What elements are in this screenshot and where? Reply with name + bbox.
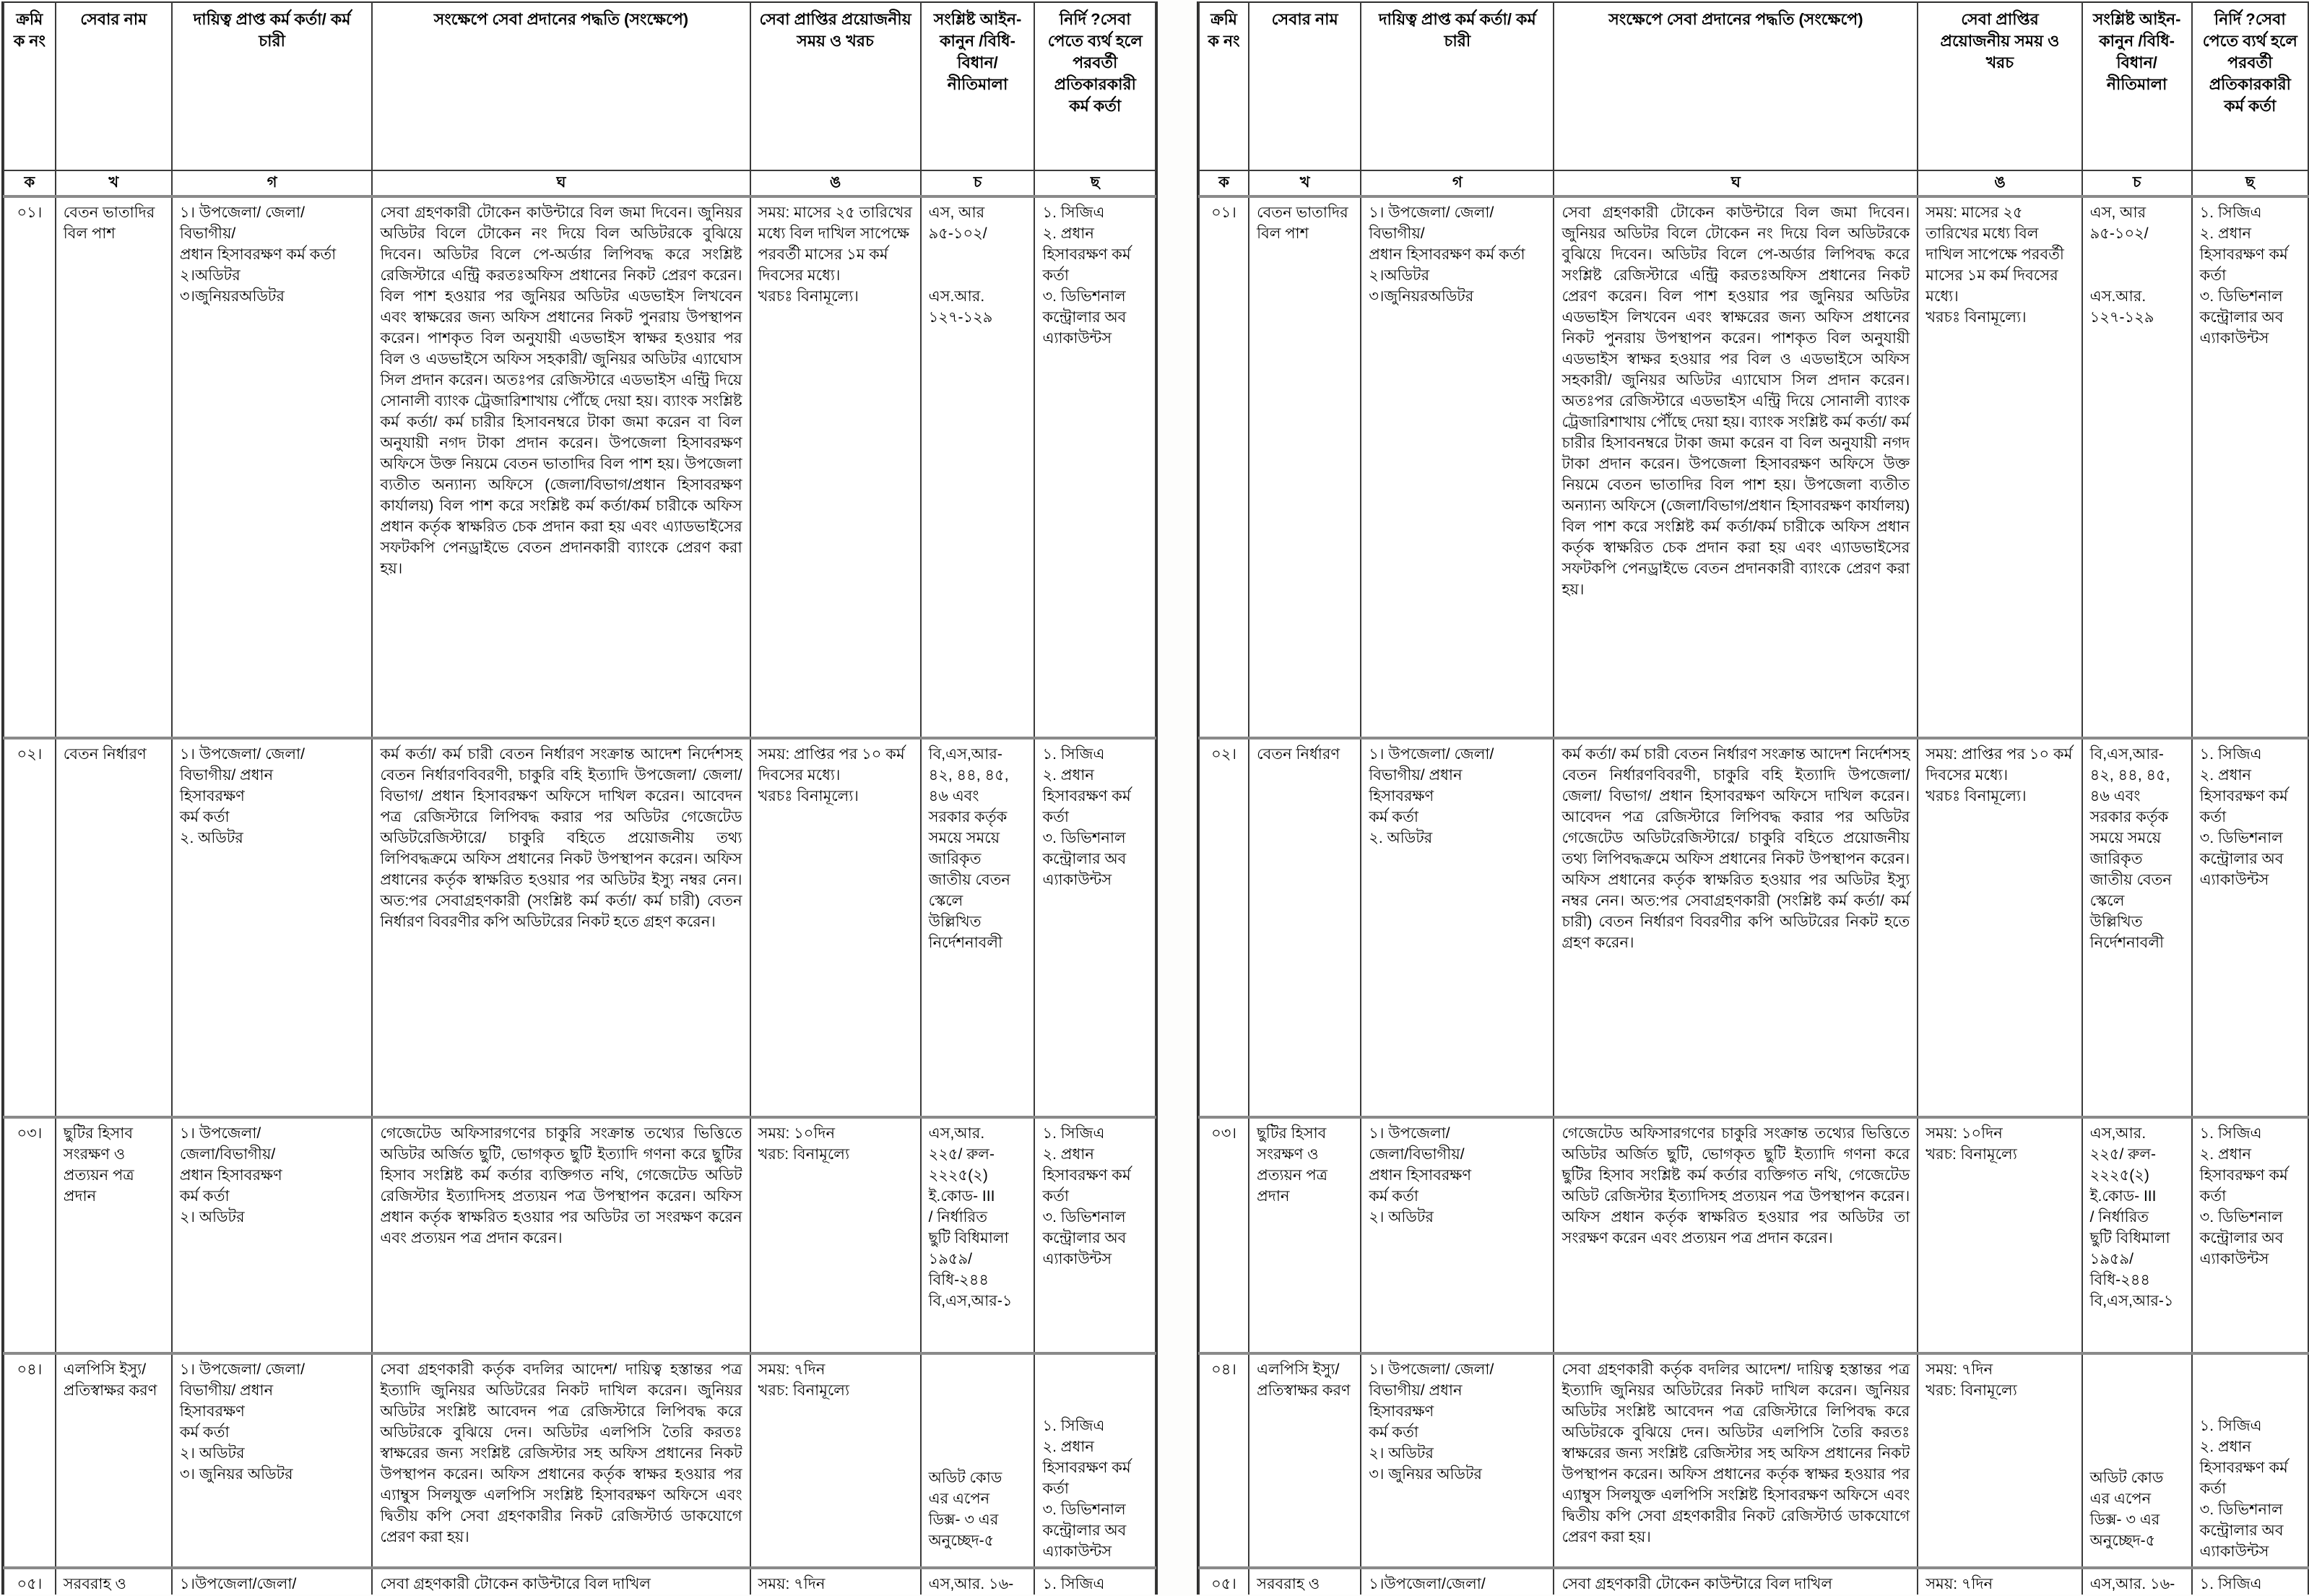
cell-laws	[2082, 1117, 2192, 1353]
text-line: ২. অডিটর	[179, 830, 243, 846]
cell-officers	[1361, 1568, 1554, 1595]
column-letter: খ	[56, 170, 172, 196]
text-line: নির্দেশনাবলী	[2089, 934, 2165, 951]
text-line: ৩. ডিভিশনাল কন্ট্রোলার অব এ্যাকাউন্টস	[1042, 1209, 1127, 1267]
procedure-text: সেবা গ্রহণকারী টোকেন কাউন্টারে বিল দাখিল	[1561, 1576, 1832, 1592]
cell-laws	[2082, 196, 2192, 738]
table-row	[4, 196, 1156, 738]
cell-serial	[4, 738, 56, 1117]
cell-officers	[172, 738, 373, 1117]
text-line: কর্ম কর্তা	[1369, 809, 1418, 825]
text-line: ৩। জুনিয়র অডিটর	[179, 1466, 293, 1483]
text-line: এস,আর.	[2089, 1125, 2146, 1142]
text-line: বি,এস,আর-	[2089, 746, 2164, 763]
text-line: প্রধান হিসাবরক্ষণ	[179, 1167, 282, 1184]
cell-officers	[172, 1353, 373, 1568]
text-line: ২। অডিটর	[1369, 1209, 1434, 1226]
cell-redress-officer	[2192, 1353, 2308, 1568]
table-row	[1199, 1568, 2308, 1595]
text-line: ২. প্রধান হিসাবরক্ষণ কর্ম কর্তা	[2199, 1146, 2288, 1205]
text-line: হিসাবরক্ষণ	[179, 788, 245, 804]
column-header: সংক্ষেপে সেবা প্রদানের পদ্ধতি (সংক্ষেপে)	[372, 2, 750, 170]
text-line: বি,এস,আর-১	[928, 1293, 1013, 1309]
text-line: ২।অডিটর	[1369, 267, 1430, 284]
serial-number: ০১।	[17, 204, 43, 221]
text-line: উল্লিখিত	[2089, 914, 2143, 930]
text-line: এস,আর.	[928, 1125, 985, 1142]
service-name: এলপিসি ইস্যু/ প্রতিস্বাক্ষর করণ	[63, 1361, 157, 1399]
column-letter: ঘ	[1554, 170, 1918, 196]
text-line: বিভাগীয়/ প্রধান	[1369, 767, 1463, 784]
text-line	[929, 265, 1027, 286]
text-line: ৪৬ এবং	[928, 788, 979, 804]
text-line: ১। উপজেলা/ জেলা/	[1369, 1361, 1494, 1378]
text-line: জাতীয় বেতন	[928, 872, 1010, 888]
text-line: এর এপেন	[928, 1491, 990, 1507]
procedure-text: সেবা গ্রহণকারী টোকেন কাউন্টারে বিল দাখিল	[380, 1576, 651, 1592]
text-line: বিভাগীয়/ প্রধান	[179, 767, 274, 784]
text-line: জারিকৃত	[2089, 851, 2143, 867]
text-line: ছুটি বিধিমালা	[2089, 1230, 2170, 1246]
cell-officers	[1361, 1117, 1554, 1353]
column-letter: খ	[1249, 170, 1361, 196]
text-line: সময়: ৭দিন	[758, 1361, 826, 1378]
text-line: ২। অডিটর	[179, 1209, 245, 1226]
text-line: ১. সিজিএ	[2199, 1418, 2262, 1434]
serial-number: ০২।	[17, 746, 43, 763]
service-name: ছুটির হিসাব সংরক্ষণ ও প্রত্যয়ন পত্র প্রদান	[1257, 1125, 1328, 1205]
column-letter: ক	[4, 170, 56, 196]
cell-serial	[4, 1353, 56, 1568]
cell-officers	[1361, 196, 1554, 738]
cell-service-name	[56, 738, 172, 1117]
text-line: ২. প্রধান হিসাবরক্ষণ কর্ম কর্তা	[1042, 225, 1131, 284]
cell-procedure	[372, 738, 750, 1117]
cell-procedure	[1554, 1353, 1918, 1568]
text-line: ১।উপজেলা/জেলা/	[179, 1576, 297, 1592]
text-line: এস, আর ৯৫-১০২/	[928, 204, 987, 242]
text-line	[2090, 244, 2184, 265]
service-name: সরবরাহ ও	[63, 1576, 126, 1592]
cell-service-name	[56, 196, 172, 738]
text-line: ৩. ডিভিশনাল কন্ট্রোলার অব এ্যাকাউন্টস	[1042, 830, 1127, 888]
cell-redress-officer	[1034, 196, 1156, 738]
text-line: কর্ম কর্তা	[179, 1424, 230, 1441]
cell-time-cost	[750, 1117, 921, 1353]
cell-time-cost	[750, 1568, 921, 1595]
procedure-text: সেবা গ্রহণকারী কর্তৃক বদলির আদেশ/ দায়িত্ব হস্তান্তর পত্র ইত্যাদি জুনিয়র অডিটরের নিকট দাখিল করেন। জুনিয়র অডিটর সংশ্লিষ্ট আবেদন পত্র রেজিস্টারে লিপিবদ্ধ করে অডিটরকে বুঝিয়ে দেন। অডিটর এলপিসি তৈরি করতঃ স্বাক্ষরের জন্য সংশ্লিষ্ট রেজিস্টার সহ অফিস প্রধানের নিকট উপস্থাপন করেন। অফিস প্রধানের কর্তৃক স্বাক্ষর হওয়ার পর এ্যাম্বুস সিলযুক্ত এলপিসি সংশ্লিষ্ট হিসাবরক্ষণ অফিসে এবং দ্বিতীয় কপি সেবা গ্রহণকারীর নিকট রেজিস্টার্ড ডাকযোগে প্রেরণ করা হয়।	[1561, 1361, 1910, 1545]
service-name: ছুটির হিসাব সংরক্ষণ ও প্রত্যয়ন পত্র প্রদান	[63, 1125, 134, 1205]
text-line: ১. সিজিএ	[1042, 204, 1105, 221]
text-line: ১২৭-১২৯	[2089, 309, 2154, 326]
serial-number: ০৫।	[17, 1576, 43, 1592]
text-line: প্রধান হিসাবরক্ষণ কর্ম কর্তা	[179, 246, 337, 263]
text-line: ২. প্রধান হিসাবরক্ষণ কর্ম কর্তা	[1042, 767, 1131, 825]
text-line: বিধি-২৪৪	[928, 1272, 989, 1288]
column-header: নির্দি ?সেবা পেতে ব্যর্থ হলে পরবর্তী প্রতিকারকারী কর্ম কর্তা	[1034, 2, 1156, 170]
column-header: দায়িত্ব প্রাপ্ত কর্ম কর্তা/ কর্ম চারী	[172, 2, 373, 170]
text-line: ১। উপজেলা/ জেলা/	[179, 746, 305, 763]
text-line: সময়: ৭দিন	[758, 1576, 826, 1592]
text-line: ১. সিজিএ	[2199, 204, 2262, 221]
text-line: সময়: ৭দিন	[1925, 1576, 1993, 1592]
text-line: ২. প্রধান হিসাবরক্ষণ কর্ম কর্তা	[2199, 767, 2288, 825]
cell-time-cost	[1918, 738, 2081, 1117]
serial-number: ০১।	[1211, 204, 1236, 221]
procedure-text: গেজেটেড অফিসারগণের চাকুরি সংক্রান্ত তথ্যের ভিত্তিতে অডিটর অর্জিত ছুটি, ভোগকৃত ছুটি ইত্যাদি গণনা করে ছুটির হিসাব সংশ্লিষ্ট কর্ম কর্তার ব্যক্তিগত নথি, গেজেটেড অডিট রেজিস্টার ইত্যাদিসহ প্রত্যয়ন পত্র উপস্থাপন করেন। অফিস প্রধান কর্তৃক স্বাক্ষরিত হওয়ার পর অডিটর তা সংরক্ষণ করেন এবং প্রত্যয়ন পত্র প্রদান করেন।	[1561, 1125, 1910, 1246]
text-line: অনুচ্ছেদ-৫	[928, 1532, 995, 1549]
text-line: ১। উপজেলা/ জেলা/	[1369, 746, 1494, 763]
text-line: ১. সিজিএ	[2199, 746, 2262, 763]
text-line: ২২২৫(২)	[928, 1167, 988, 1184]
text-line: ছুটি বিধিমালা	[928, 1230, 1009, 1246]
cell-laws	[921, 196, 1035, 738]
cell-procedure	[1554, 196, 1918, 738]
procedure-text: কর্ম কর্তা/ কর্ম চারী বেতন নির্ধারণ সংক্রান্ত আদেশ নির্দেশসহ বেতন নির্ধারণবিবরণী, চাকুরি বহি ইত্যাদি উপজেলা/ জেলা/ বিভাগ/ প্রধান হিসাবরক্ষণ অফিসে দাখিল করেন। আবেদন পত্র রেজিস্টারে লিপিবদ্ধ করার পর অডিটর গেজেটেড অডিটরেজিস্টারে/ চাকুরি বহিতে প্রয়োজনীয় তথ্য লিপিবদ্ধক্রমে অফিস প্রধানের নিকট উপস্থাপন করেন। অফিস প্রধানের কর্তৃক স্বাক্ষরিত হওয়ার পর অডিটর ইস্যু নম্বর নেন। অত:পর সেবাগ্রহণকারী (সংশ্লিষ্ট কর্ম কর্তা/ কর্ম চারী) বেতন নির্ধারণ বিবরণীর কপি অডিটরের নিকট হতে গ্রহণ করেন।	[380, 746, 742, 930]
cell-service-name	[1249, 1117, 1361, 1353]
table-row	[1199, 1117, 2308, 1353]
text-line: খরচ: বিনামূল্যে	[758, 1146, 850, 1163]
text-line: সরকার কর্তৃক	[928, 809, 1008, 825]
service-name: বেতন ভাতাদির বিল পাশ	[1257, 204, 1348, 242]
serial-number: ০৪।	[17, 1361, 43, 1378]
cell-laws	[2082, 1568, 2192, 1595]
column-letter: চ	[921, 170, 1035, 196]
cell-service-name	[56, 1353, 172, 1568]
table-row	[1199, 1353, 2308, 1568]
cell-procedure	[372, 1117, 750, 1353]
text-line: ২২২৫(২)	[2089, 1167, 2149, 1184]
cell-redress-officer	[2192, 196, 2308, 738]
cell-procedure	[1554, 738, 1918, 1117]
text-line: সময়: মাসের ২৫ তারিখের মধ্যে বিল দাখিল সাপেক্ষে পরবর্তী মাসের ১ম কর্ম দিবসের মধ্যে।	[758, 204, 912, 284]
column-header: সেবা প্রাপ্তির প্রয়োজনীয় সময় ও খরচ	[1918, 2, 2081, 170]
column-letter: চ	[2082, 170, 2192, 196]
text-line: সময়: মাসের ২৫ তারিখের মধ্যে বিল দাখিল সাপেক্ষে পরবর্তী মাসের ১ম কর্ম দিবসের মধ্যে।	[1925, 204, 2064, 305]
cell-laws	[2082, 738, 2192, 1117]
procedure-text: সেবা গ্রহণকারী টোকেন কাউন্টারে বিল জমা দিবেন। জুনিয়র অডিটর বিলে টোকেন নং দিয়ে বিল অডিটরকে বুঝিয়ে দিবেন। অডিটর বিলে পে-অর্ডার লিপিবদ্ধ করে সংশ্লিষ্ট রেজিস্টারে এন্ট্রি করতঃঅফিস প্রধানের নিকট প্রেরণ করেন। বিল পাশ হওয়ার পর জুনিয়র অডিটর এডভাইস লিখবেন এবং স্বাক্ষরের জন্য অফিস প্রধানের নিকট পুনরায় উপস্থাপন করেন। পাশকৃত বিল অনুযায়ী এডভাইস স্বাক্ষর হওয়ার পর বিল ও এডভাইসে অফিস সহকারী/ জুনিয়র অডিটর এ্যাঘোস সিল প্রদান করেন। অতঃপর রেজিস্টারে এডভাইস এন্ট্রি দিয়ে সোনালী ব্যাংক ট্রেজারিশাখায় পৌঁছে দেয়া হয়। ব্যাংক সংশ্লিষ্ট কর্ম কর্তা/ কর্ম চারীর হিসাবনম্বরে টাকা জমা করেন বা বিল অনুযায়ী নগদ টাকা প্রদান করেন। উপজেলা হিসাবরক্ষণ অফিসে উক্ত নিয়মে বেতন ভাতাদির বিল পাশ হয়। উপজেলা ব্যতীত অন্যান্য অফিসে (জেলা/বিভাগ/প্রধান হিসাবরক্ষণ কার্যালয়) বিল পাশ করে সংশ্লিষ্ট কর্ম কর্তা/কর্ম চারীকে অফিস প্রধান কর্তৃক স্বাক্ষরিত চেক প্রদান করা হয় এবং এ্যাডভাইসের সফটকপি পেনড্রাইভে বেতন প্রদানকারী ব্যাংকে প্রেরণ করা হয়।	[380, 204, 742, 577]
cell-laws	[2082, 1353, 2192, 1568]
column-header: সংশ্লিষ্ট আইন-কানুন /বিধি-বিধান/ নীতিমালা	[2082, 2, 2192, 170]
text-line: / নির্ধারিত	[928, 1209, 987, 1226]
cell-service-name	[1249, 1568, 1361, 1595]
cell-serial	[4, 1117, 56, 1353]
column-letter: গ	[172, 170, 373, 196]
cell-serial	[1199, 1353, 1249, 1568]
text-line: ৩। জুনিয়র অডিটর	[1369, 1466, 1482, 1483]
column-letter: ঘ	[372, 170, 750, 196]
text-line: ডিক্স- ৩ এর	[2089, 1512, 2160, 1528]
text-line: ১। উপজেলা/ জেলা/ বিভাগীয়/	[179, 204, 305, 242]
text-line: খরচ: বিনামূল্যে	[758, 1382, 850, 1399]
text-line	[929, 244, 1027, 265]
procedure-text: সেবা গ্রহণকারী টোকেন কাউন্টারে বিল জমা দিবেন। জুনিয়র অডিটর বিলে টোকেন নং দিয়ে বিল অডিটরকে বুঝিয়ে দিবেন। অডিটর বিলে পে-অর্ডার লিপিবদ্ধ করে সংশ্লিষ্ট রেজিস্টারে এন্ট্রি করতঃঅফিস প্রধানের নিকট প্রেরণ করেন। বিল পাশ হওয়ার পর জুনিয়র অডিটর এডভাইস লিখবেন এবং স্বাক্ষরের জন্য অফিস প্রধানের নিকট পুনরায় উপস্থাপন করেন। পাশকৃত বিল অনুযায়ী এডভাইস স্বাক্ষর হওয়ার পর বিল ও এডভাইসে অফিস সহকারী/ জুনিয়র অডিটর এ্যাঘোস সিল প্রদান করেন। অতঃপর রেজিস্টারে এডভাইস এন্ট্রি দিয়ে সোনালী ব্যাংক ট্রেজারিশাখায় পৌঁছে দেয়া হয়। ব্যাংক সংশ্লিষ্ট কর্ম কর্তা/ কর্ম চারীর হিসাবনম্বরে টাকা জমা করেন বা বিল অনুযায়ী নগদ টাকা প্রদান করেন। উপজেলা হিসাবরক্ষণ অফিসে উক্ত নিয়মে বেতন ভাতাদির বিল পাশ হয়। উপজেলা ব্যতীত অন্যান্য অফিসে (জেলা/বিভাগ/প্রধান হিসাবরক্ষণ কার্যালয়) বিল পাশ করে সংশ্লিষ্ট কর্ম কর্তা/কর্ম চারীকে অফিস প্রধান কর্তৃক স্বাক্ষরিত চেক প্রদান করা হয় এবং এ্যাডভাইসের সফটকপি পেনড্রাইভে বেতন প্রদানকারী ব্যাংকে প্রেরণ করা হয়।	[1561, 204, 1910, 598]
text-line: ১। উপজেলা/ জেলা/ বিভাগীয়/	[1369, 204, 1494, 242]
text-line: নির্দেশনাবলী	[928, 934, 1002, 951]
cell-redress-officer	[2192, 1117, 2308, 1353]
cell-time-cost	[1918, 1568, 2081, 1595]
cell-service-name	[1249, 196, 1361, 738]
text-line: খরচঃ বিনামূল্যে।	[758, 788, 859, 804]
table-row	[1199, 738, 2308, 1117]
column-header: নির্দি ?সেবা পেতে ব্যর্থ হলে পরবর্তী প্রতিকারকারী কর্ম কর্তা	[2192, 2, 2308, 170]
cell-service-name	[1249, 1353, 1361, 1568]
procedure-text: কর্ম কর্তা/ কর্ম চারী বেতন নির্ধারণ সংক্রান্ত আদেশ নির্দেশসহ বেতন নির্ধারণবিবরণী, চাকুরি বহি ইত্যাদি উপজেলা/ জেলা/ বিভাগ/ প্রধান হিসাবরক্ষণ অফিসে দাখিল করেন। আবেদন পত্র রেজিস্টারে লিপিবদ্ধ করার পর অডিটর গেজেটেড অডিটরেজিস্টারে/ চাকুরি বহিতে প্রয়োজনীয় তথ্য লিপিবদ্ধক্রমে অফিস প্রধানের নিকট উপস্থাপন করেন। অফিস প্রধানের কর্তৃক স্বাক্ষরিত হওয়ার পর অডিটর ইস্যু নম্বর নেন। অত:পর সেবাগ্রহণকারী (সংশ্লিষ্ট কর্ম কর্তা/ কর্ম চারী) বেতন নির্ধারণ বিবরণীর কপি অডিটরের নিকট হতে গ্রহণ করেন।	[1561, 746, 1910, 951]
cell-redress-officer	[1034, 1353, 1156, 1568]
text-line: ২. প্রধান হিসাবরক্ষণ কর্ম কর্তা	[2199, 225, 2288, 284]
text-line: কর্ম কর্তা	[179, 1188, 230, 1205]
cell-procedure	[1554, 1117, 1918, 1353]
cell-officers	[1361, 1353, 1554, 1568]
cell-redress-officer	[1034, 1117, 1156, 1353]
text-line: সরকার কর্তৃক	[2089, 809, 2169, 825]
text-line: ২। অডিটর	[179, 1445, 245, 1462]
text-line: ৪২, ৪৪, ৪৫,	[2089, 767, 2170, 784]
cell-serial	[1199, 1117, 1249, 1353]
text-line: ই.কোড- III	[928, 1188, 995, 1205]
text-line: বিভাগীয়/ প্রধান	[1369, 1382, 1463, 1399]
text-line: / নির্ধারিত	[2089, 1209, 2149, 1226]
cell-procedure	[372, 196, 750, 738]
column-header: সেবার নাম	[56, 2, 172, 170]
text-line: ৩. ডিভিশনাল কন্ট্রোলার অব এ্যাকাউন্টস	[2199, 1501, 2284, 1560]
text-line: ৩. ডিভিশনাল কন্ট্রোলার অব এ্যাকাউন্টস	[2199, 288, 2284, 347]
text-line: এস, আর ৯৫-১০২/	[2089, 204, 2149, 242]
text-line: খরচঃ বিনামূল্যে।	[758, 288, 859, 305]
cell-time-cost	[750, 196, 921, 738]
text-line: ১। উপজেলা/	[179, 1125, 261, 1142]
service-name: সরবরাহ ও	[1257, 1576, 1320, 1592]
service-name: এলপিসি ইস্যু/ প্রতিস্বাক্ষর করণ	[1257, 1361, 1351, 1399]
table-row	[1199, 196, 2308, 738]
text-line: ডিক্স- ৩ এর	[928, 1512, 999, 1528]
text-line: ২. প্রধান হিসাবরক্ষণ কর্ম কর্তা	[1042, 1146, 1131, 1205]
text-line: ১৯৫৯/	[928, 1251, 972, 1267]
column-letter: ছ	[2192, 170, 2308, 196]
cell-redress-officer	[2192, 1568, 2308, 1595]
column-header: দায়িত্ব প্রাপ্ত কর্ম কর্তা/ কর্ম চারী	[1361, 2, 1554, 170]
cell-laws	[921, 738, 1035, 1117]
cell-service-name	[56, 1117, 172, 1353]
text-line: এস,আর. ১৬-	[928, 1576, 1014, 1592]
text-line: সময়ে সময়ে	[2089, 830, 2162, 846]
text-line: বি,এস,আর-১	[2089, 1293, 2174, 1309]
cell-time-cost	[1918, 1353, 2081, 1568]
cell-officers	[172, 1117, 373, 1353]
column-letter: ক	[1199, 170, 1249, 196]
text-line: স্কেলে	[928, 893, 963, 909]
text-line: এস.আর.	[928, 288, 985, 305]
cell-redress-officer	[1034, 1568, 1156, 1595]
text-line: জারিকৃত	[928, 851, 982, 867]
text-line: বি,এস,আর-	[928, 746, 1002, 763]
text-line: ৩. ডিভিশনাল কন্ট্রোলার অব এ্যাকাউন্টস	[1042, 288, 1127, 347]
cell-serial	[1199, 738, 1249, 1117]
cell-officers	[172, 1568, 373, 1595]
cell-procedure	[372, 1568, 750, 1595]
column-header: সেবার নাম	[1249, 2, 1361, 170]
column-header: সংশ্লিষ্ট আইন-কানুন /বিধি-বিধান/ নীতিমালা	[921, 2, 1035, 170]
text-line: ১। উপজেলা/ জেলা/	[179, 1361, 305, 1378]
text-line: ৪২, ৪৪, ৪৫,	[928, 767, 1009, 784]
text-line: খরচ: বিনামূল্যে	[1925, 1382, 2017, 1399]
text-line: ১।উপজেলা/জেলা/	[1369, 1576, 1486, 1592]
text-line: সময়ে সময়ে	[928, 830, 1000, 846]
text-line: ১২৭-১২৯	[928, 309, 993, 326]
text-line: অনুচ্ছেদ-৫	[2089, 1532, 2156, 1549]
cell-serial	[4, 1568, 56, 1595]
text-line: ২২৫/ রুল-	[2089, 1146, 2156, 1163]
text-line: ২. প্রধান হিসাবরক্ষণ কর্ম কর্তা	[1042, 1439, 1131, 1497]
cell-service-name	[1249, 738, 1361, 1117]
text-line: ২।অডিটর	[179, 267, 241, 284]
text-line: হিসাবরক্ষণ	[179, 1403, 245, 1420]
service-table	[1198, 1, 2309, 1595]
text-line: ৩. ডিভিশনাল কন্ট্রোলার অব এ্যাকাউন্টস	[2199, 1209, 2284, 1267]
text-line: ১. সিজিএ	[1042, 746, 1105, 763]
column-header: সংক্ষেপে সেবা প্রদানের পদ্ধতি (সংক্ষেপে)	[1554, 2, 1918, 170]
text-line: স্কেলে	[2089, 893, 2125, 909]
procedure-text: সেবা গ্রহণকারী কর্তৃক বদলির আদেশ/ দায়িত্ব হস্তান্তর পত্র ইত্যাদি জুনিয়র অডিটরের নিকট দাখিল করেন। জুনিয়র অডিটর সংশ্লিষ্ট আবেদন পত্র রেজিস্টারে লিপিবদ্ধ করে অডিটরকে বুঝিয়ে দেন। অডিটর এলপিসি তৈরি করতঃ স্বাক্ষরের জন্য সংশ্লিষ্ট রেজিস্টার সহ অফিস প্রধানের নিকট উপস্থাপন করেন। অফিস প্রধানের কর্তৃক স্বাক্ষর হওয়ার পর এ্যাম্বুস সিলযুক্ত এলপিসি সংশ্লিষ্ট হিসাবরক্ষণ অফিসে এবং দ্বিতীয় কপি সেবা গ্রহণকারীর নিকট রেজিস্টার্ড ডাকযোগে প্রেরণ করা হয়।	[380, 1361, 742, 1545]
cell-serial	[4, 196, 56, 738]
text-line: ২. প্রধান হিসাবরক্ষণ কর্ম কর্তা	[2199, 1439, 2288, 1497]
text-line: জাতীয় বেতন	[2089, 872, 2172, 888]
column-letter: ঙ	[1918, 170, 2081, 196]
text-line: এস,আর. ১৬-	[2089, 1576, 2175, 1592]
service-name: বেতন নির্ধারণ	[63, 746, 147, 763]
text-line: প্রধান হিসাবরক্ষণ কর্ম কর্তা	[1369, 246, 1525, 263]
cell-service-name	[56, 1568, 172, 1595]
text-line: ৩. ডিভিশনাল কন্ট্রোলার অব এ্যাকাউন্টস	[1042, 1501, 1127, 1560]
cell-serial	[1199, 1568, 1249, 1595]
table-row	[4, 1568, 1156, 1595]
text-line: সময়: ১০দিন	[758, 1125, 835, 1142]
text-line: কর্ম কর্তা	[1369, 1424, 1418, 1441]
text-line: ১। উপজেলা/	[1369, 1125, 1450, 1142]
text-line: সময়: প্রাপ্তির পর ১০ কর্ম দিবসের মধ্যে।	[1925, 746, 2073, 784]
cell-procedure	[372, 1353, 750, 1568]
text-line: ৩. ডিভিশনাল কন্ট্রোলার অব এ্যাকাউন্টস	[2199, 830, 2284, 888]
table-row	[4, 1353, 1156, 1568]
service-table	[3, 1, 1156, 1595]
text-line: খরচ: বিনামূল্যে	[1925, 1146, 2017, 1163]
text-line: এস.আর.	[2089, 288, 2146, 305]
text-line: ২. অডিটর	[1369, 830, 1433, 846]
column-letter: ছ	[1034, 170, 1156, 196]
text-line: সময়: ১০দিন	[1925, 1125, 2003, 1142]
text-line	[2090, 265, 2184, 286]
text-line: হিসাবরক্ষণ	[1369, 1403, 1434, 1420]
text-line: ১৯৫৯/	[2089, 1251, 2133, 1267]
table-row	[4, 1117, 1156, 1353]
column-header: ক্রমি ক নং	[1199, 2, 1249, 170]
cell-time-cost	[1918, 1117, 2081, 1353]
text-line: খরচঃ বিনামূল্যে।	[1925, 309, 2027, 326]
service-name: বেতন নির্ধারণ	[1257, 746, 1340, 763]
column-header: সেবা প্রাপ্তির প্রয়োজনীয় সময় ও খরচ	[750, 2, 921, 170]
cell-time-cost	[750, 738, 921, 1117]
text-line: ৩।জুনিয়রঅডিটর	[179, 288, 285, 305]
text-line: সময়: প্রাপ্তির পর ১০ কর্ম দিবসের মধ্যে।	[758, 746, 905, 784]
text-line: কর্ম কর্তা	[1369, 1188, 1418, 1205]
text-line: ই.কোড- III	[2089, 1188, 2157, 1205]
text-line: সময়: ৭দিন	[1925, 1361, 1993, 1378]
text-line: ৪৬ এবং	[2089, 788, 2141, 804]
text-line: ৩।জুনিয়রঅডিটর	[1369, 288, 1474, 305]
text-line: ২। অডিটর	[1369, 1445, 1434, 1462]
cell-time-cost	[1918, 196, 2081, 738]
text-line: অডিট কোড	[928, 1470, 1002, 1486]
procedure-text: গেজেটেড অফিসারগণের চাকুরি সংক্রান্ত তথ্যের ভিত্তিতে অডিটর অর্জিত ছুটি, ভোগকৃত ছুটি ইত্যাদি গণনা করে ছুটির হিসাব সংশ্লিষ্ট কর্ম কর্তার ব্যক্তিগত নথি, গেজেটেড অডিট রেজিস্টার ইত্যাদিসহ প্রত্যয়ন পত্র উপস্থাপন করেন। অফিস প্রধান কর্তৃক স্বাক্ষরিত হওয়ার পর অডিটর তা সংরক্ষণ করেন এবং প্রত্যয়ন পত্র প্রদান করেন।	[380, 1125, 742, 1246]
cell-serial	[1199, 196, 1249, 738]
serial-number: ০৪।	[1211, 1361, 1236, 1378]
cell-procedure	[1554, 1568, 1918, 1595]
serial-number: ০৩।	[1211, 1125, 1236, 1142]
text-line: বিভাগীয়/ প্রধান	[179, 1382, 274, 1399]
cell-officers	[1361, 738, 1554, 1117]
text-line: উল্লিখিত	[928, 914, 982, 930]
serial-number: ০২।	[1211, 746, 1236, 763]
text-line: এর এপেন	[2089, 1491, 2152, 1507]
text-line: বিধি-২৪৪	[2089, 1272, 2150, 1288]
column-letter: ঙ	[750, 170, 921, 196]
cell-redress-officer	[2192, 738, 2308, 1117]
column-letter: গ	[1361, 170, 1554, 196]
text-line: ১. সিজিএ	[1042, 1418, 1105, 1434]
text-line: জেলা/বিভাগীয়/	[179, 1146, 276, 1163]
service-table-right	[1197, 1, 2309, 1595]
text-line: ১. সিজিএ	[1042, 1125, 1105, 1142]
text-line: ১. সিজিএ	[1042, 1576, 1105, 1592]
service-table-left	[1, 1, 1158, 1595]
serial-number: ০৫।	[1211, 1576, 1236, 1592]
cell-time-cost	[750, 1353, 921, 1568]
text-line: অডিট কোড	[2089, 1470, 2164, 1486]
text-line: খরচঃ বিনামূল্যে।	[1925, 788, 2027, 804]
cell-officers	[172, 196, 373, 738]
column-header: ক্রমি ক নং	[4, 2, 56, 170]
serial-number: ০৩।	[17, 1125, 43, 1142]
cell-laws	[921, 1117, 1035, 1353]
table-row	[4, 738, 1156, 1117]
text-line: প্রধান হিসাবরক্ষণ	[1369, 1167, 1472, 1184]
text-line: ১. সিজিএ	[2199, 1576, 2262, 1592]
text-line: ২২৫/ রুল-	[928, 1146, 995, 1163]
cell-laws	[921, 1353, 1035, 1568]
cell-redress-officer	[1034, 738, 1156, 1117]
cell-laws	[921, 1568, 1035, 1595]
text-line: হিসাবরক্ষণ	[1369, 788, 1434, 804]
text-line: ১. সিজিএ	[2199, 1125, 2262, 1142]
text-line: কর্ম কর্তা	[179, 809, 230, 825]
service-name: বেতন ভাতাদির বিল পাশ	[63, 204, 155, 242]
text-line: জেলা/বিভাগীয়/	[1369, 1146, 1465, 1163]
